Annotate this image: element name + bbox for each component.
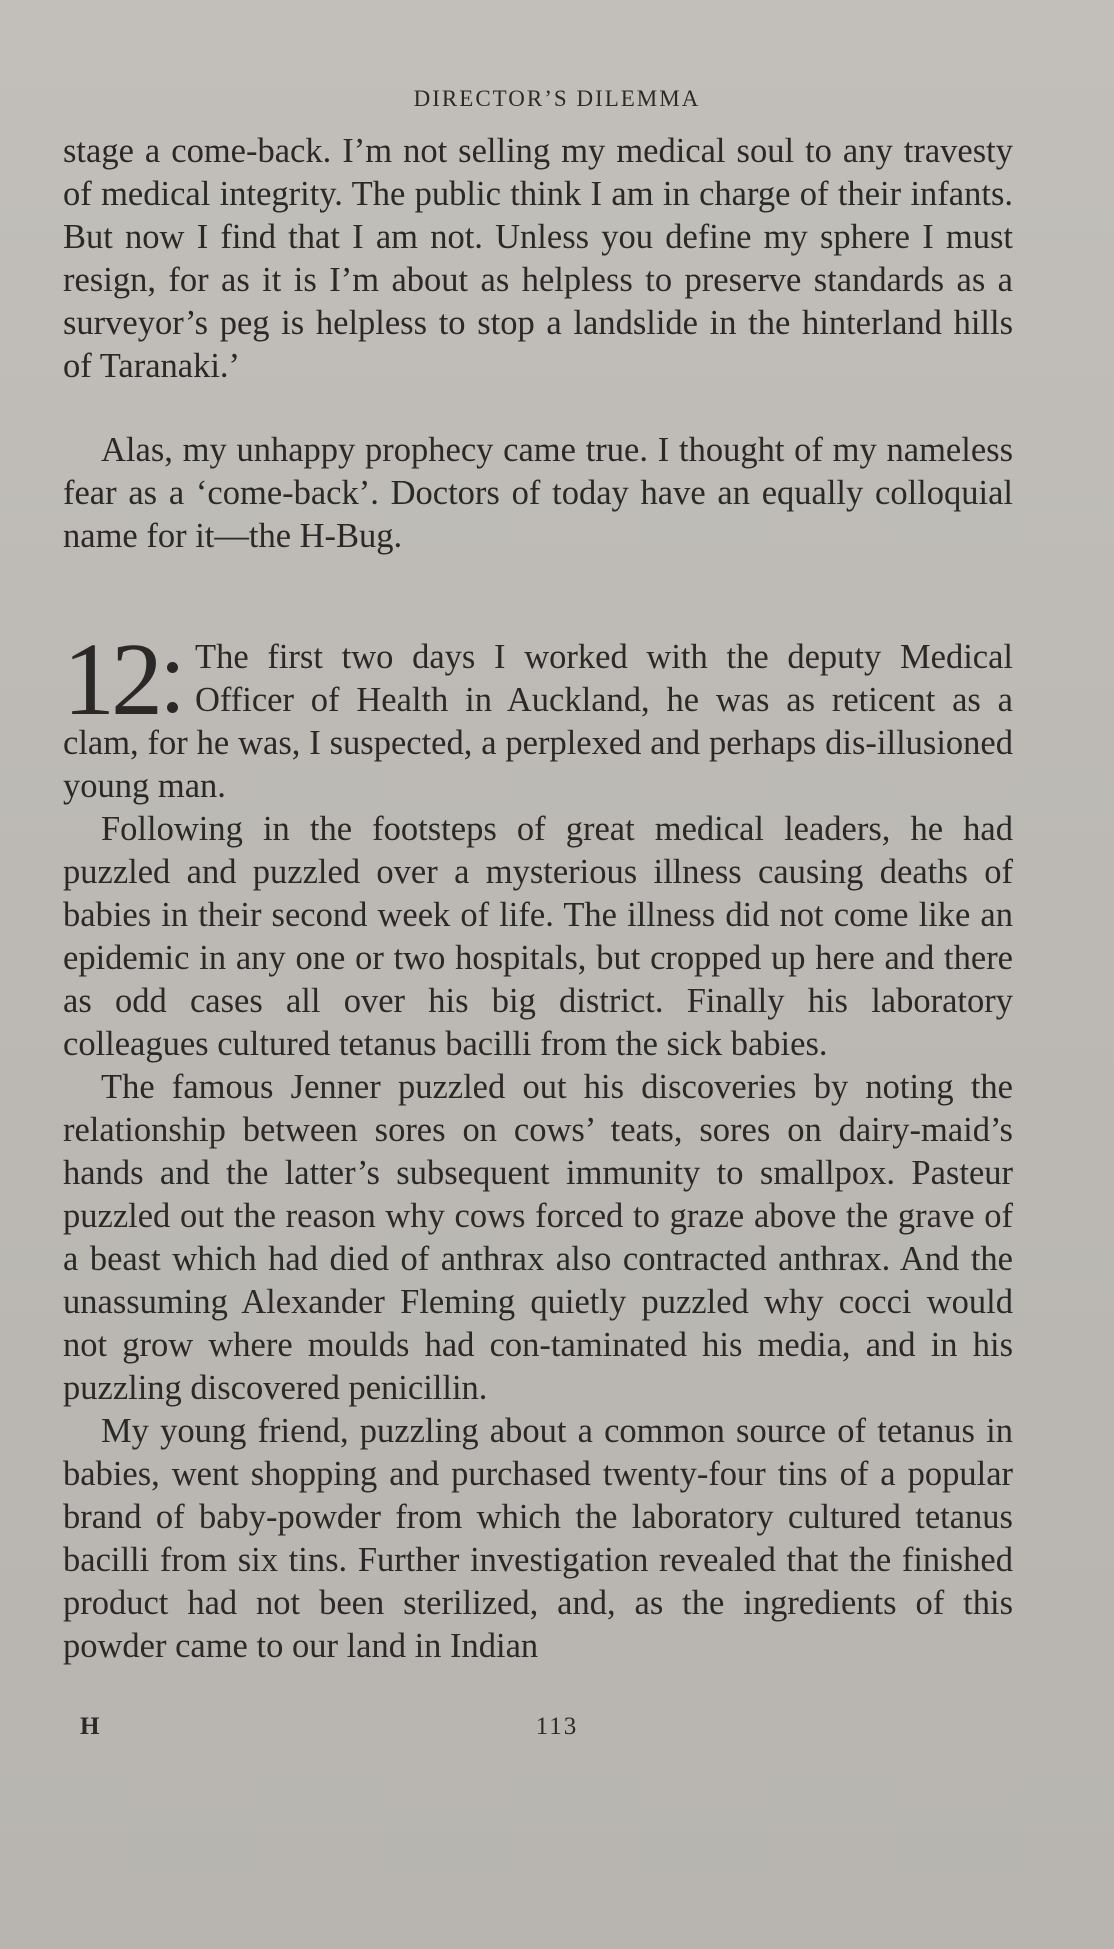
chapter-colon-ornament bbox=[165, 638, 181, 720]
paragraph: The famous Jenner puzzled out his discoveries by noting the relationship between sores on cows’ teats, sores on dairy-maid’s hands and the latter’s subsequent immunity to smallpox. Pasteur puzzled out the reason why cows forced to graze above the grave of a beast which had died of anthrax also contracted anthrax. And the unassuming Alexander Fleming quietly puzzled why cocci would not grow where moulds had con-taminated his media, and in his puzzling discovered penicillin. bbox=[63, 1068, 1013, 1407]
text-block-section-end bbox=[63, 429, 1013, 558]
paragraph: Alas, my unhappy prophecy came true. I thought of my nameless fear as a ‘come-back’. Doctors of today have an equally colloquial name for it—the H-Bug. bbox=[63, 431, 1013, 555]
text-block-continuation bbox=[63, 130, 1013, 388]
signature-mark: H bbox=[80, 1713, 100, 1740]
paragraph: stage a come-back. I’m not selling my medical soul to any travesty of medical integrity. The public think I am in charge of their infants. But now I find that I am not. Unless you define my sphere I must resign, for as it is I’m about as helpless to preserve standards as a surveyor’s peg is helpless to stop a landslide in the hinterland hills of Taranaki.’ bbox=[63, 132, 1013, 385]
paragraph: My young friend, puzzling about a common source of tetanus in babies, went shopping and purchased twenty-four tins of a popular brand of baby-powder from which the laboratory cultured tetanus bacilli from six tins. Further investigation revealed that the finished product had not been sterilized, and, as the ingredients of this powder came to our land in Indian bbox=[63, 1412, 1013, 1665]
chapter-number: 12 bbox=[63, 622, 159, 737]
ornament-dot bbox=[167, 702, 178, 713]
paragraph: Following in the footsteps of great medical leaders, he had puzzled and puzzled over a mysterious illness causing deaths of babies in their second week of life. The illness did not come like an epidemic in any one or two hospitals, but cropped up here and there as odd cases all over his big district. Finally his laboratory colleagues cultured tetanus bacilli from the sick babies. bbox=[63, 810, 1013, 1063]
running-head: DIRECTOR’S DILEMMA bbox=[413, 86, 701, 111]
chapter-opening-paragraph: The first two days I worked with the deputy Medical Officer of Health in Auckland, he was as reticent as a clam, for he was, I suspected, a perplexed and perhaps dis-illusioned young man. bbox=[63, 638, 1013, 805]
chapter-section bbox=[63, 622, 1013, 1668]
ornament-dot bbox=[167, 662, 178, 673]
page-number: 113 bbox=[535, 1713, 579, 1740]
